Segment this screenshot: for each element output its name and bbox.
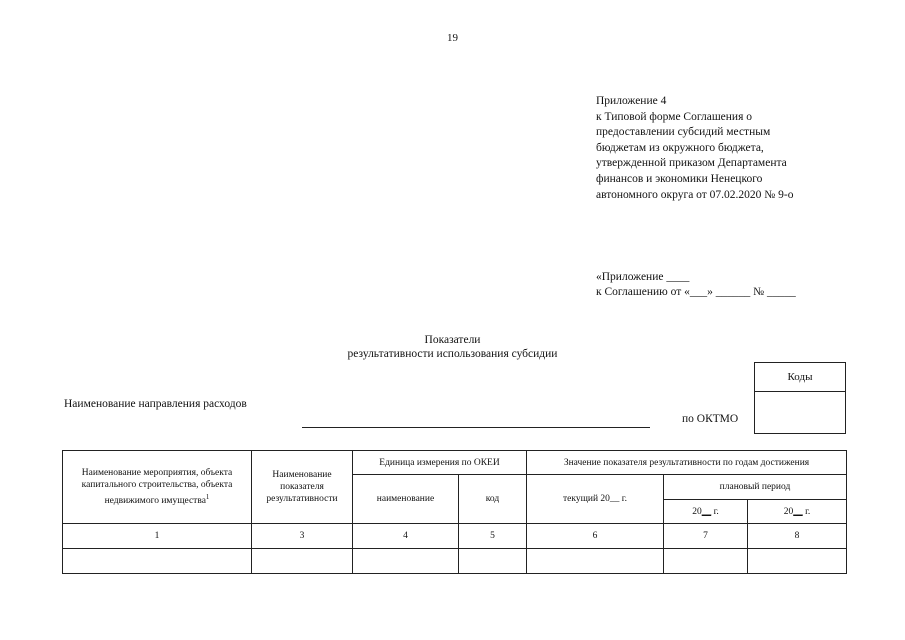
header-indicator: Наименование показателя результативности	[252, 451, 353, 524]
empty-cell[interactable]	[252, 549, 353, 574]
page-number: 19	[447, 32, 458, 44]
column-number: 7	[664, 524, 748, 549]
header-plan-year-2	[748, 500, 847, 524]
agreement-reference	[596, 270, 796, 300]
oktmo-code-cell[interactable]	[755, 392, 845, 434]
appendix-line: утвержденной приказом Департамента	[596, 157, 787, 170]
column-number: 8	[748, 524, 847, 549]
header-plan-year-1	[664, 500, 748, 524]
appendix-line: к Типовой форме Соглашения о	[596, 110, 753, 123]
header-event	[63, 451, 252, 524]
header-planned-period: плановый период	[664, 475, 847, 500]
appendix-line: Приложение 4	[596, 95, 667, 107]
header-value: Значение показателя результативности по годам достижения	[527, 451, 847, 475]
document-title	[260, 333, 645, 361]
indicators-table	[62, 450, 847, 574]
appendix-line: автономного округа от 07.02.2020 № 9-о	[596, 188, 794, 201]
year-suffix: г.	[711, 506, 719, 517]
empty-cell[interactable]	[527, 549, 664, 574]
agreement-line: «Приложение ____	[596, 271, 690, 283]
appendix-line: предоставлении субсидий местным	[596, 126, 771, 139]
year-prefix: 20	[692, 506, 702, 517]
header-current-year: текущий 20__ г.	[527, 475, 664, 524]
codes-box	[754, 362, 846, 434]
column-number: 1	[63, 524, 252, 549]
oktmo-label: по ОКТМО	[682, 413, 739, 425]
table-row	[63, 549, 847, 574]
year-suffix: г.	[802, 506, 811, 517]
year-prefix: 20	[783, 506, 794, 517]
title-line-2: результативности использования субсидии	[347, 348, 558, 360]
header-unit-name: наименование	[353, 475, 459, 524]
empty-cell[interactable]	[63, 549, 252, 574]
year-blank: __	[793, 506, 803, 517]
empty-cell[interactable]	[459, 549, 527, 574]
header-event-text: Наименование мероприятия, объекта капитального строительства, объекта недвижимого имущества	[81, 467, 233, 507]
title-line-1: Показатели	[424, 334, 481, 346]
column-number: 6	[527, 524, 664, 549]
column-number: 3	[252, 524, 353, 549]
footnote-mark: 1	[205, 492, 210, 501]
empty-cell[interactable]	[353, 549, 459, 574]
header-unit-code: код	[459, 475, 527, 524]
column-number: 5	[459, 524, 527, 549]
column-number: 4	[353, 524, 459, 549]
codes-header: Коды	[755, 363, 845, 392]
year-blank: __	[701, 506, 712, 517]
appendix-header	[596, 94, 793, 203]
column-numbers-row	[63, 524, 847, 549]
agreement-line: к Соглашению от «___» ______ № _____	[596, 286, 796, 298]
direction-label: Наименование направления расходов	[64, 398, 247, 410]
direction-blank-line[interactable]	[302, 427, 650, 428]
empty-cell[interactable]	[664, 549, 748, 574]
header-unit: Единица измерения по ОКЕИ	[353, 451, 527, 475]
empty-cell[interactable]	[748, 549, 847, 574]
appendix-line: финансов и экономики Ненецкого	[596, 172, 763, 185]
appendix-line: бюджетам из окружного бюджета,	[596, 141, 764, 154]
